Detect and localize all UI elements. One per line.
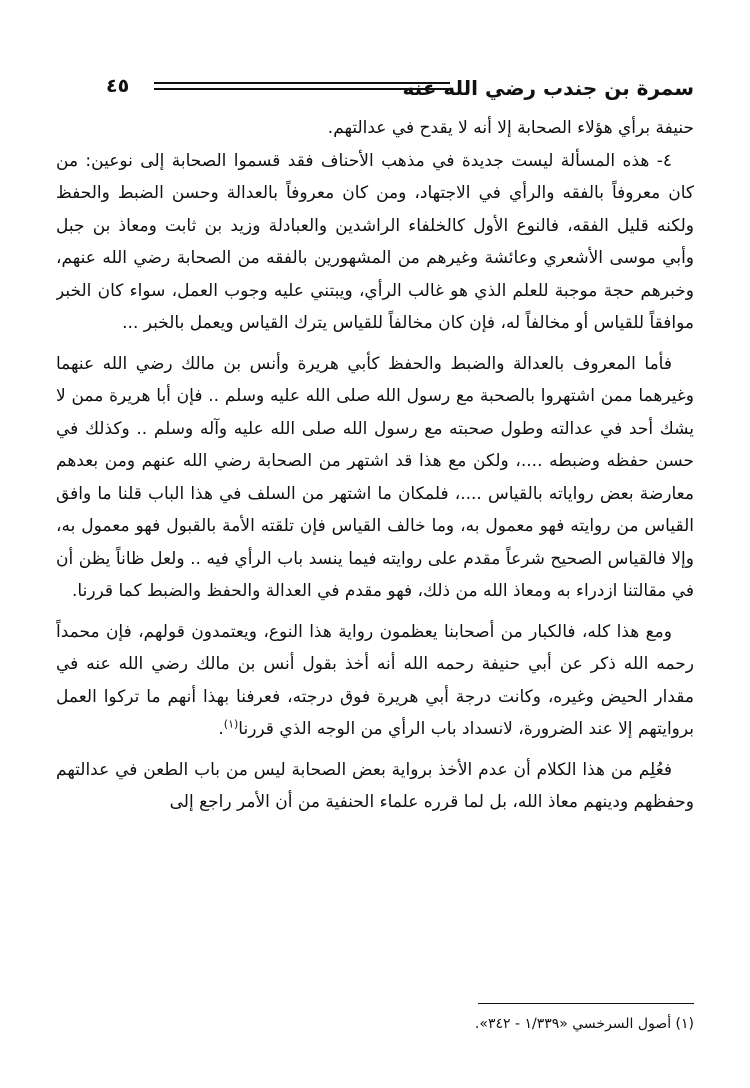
paragraph-2: ٤- هذه المسألة ليست جديدة في مذهب الأحناف فقد قسموا الصحابة إلى نوعين: من كان معروفاً بالفقه والرأي في الاجتهاد، ومن كان معروفاً بالعدالة وحسن الضبط والحفظ ولكنه قليل الفقه، فالنوع الأول كالخلفاء الراشدين والعبادلة وزيد بن ثابت ومعاذ بن جبل وأبي موسى الأشعري وعائشة وغيرهم من المشهورين بالفقه من الصحابة رضي الله عنهم، وخبرهم حجة موجبة للعلم الذي هو غالب الرأي، ويبتني عليه وجوب العمل، سواء كان الخبر موافقاً للقياس أو مخالفاً له، فإن كان مخالفاً للقياس يترك القياس ويعمل بالخبر ... [56, 150, 694, 333]
header-double-rule [154, 82, 450, 90]
footnote-reference: (١) [223, 717, 239, 731]
footnote-text: (١) أصول السرخسي «١/٣٣٩ - ٣٤٢». [474, 1016, 694, 1032]
paragraph-4-text: ومع هذا كله، فالكبار من أصحابنا يعظمون رواية هذا النوع، ويعتمدون قولهم، فإن محمداً رحمه الله ذكر عن أبي حنيفة رحمه الله أنه أخذ بقول أنس بن مالك رضي الله عنه في مقدار الحيض وغيره، وكانت درجة أبي هريرة فوق درجته، فعرفنا بهذا أنهم ما تركوا العمل بروايتهم إلا عند الضرورة، لانسداد باب الرأي من الوجه الذي قررنا [56, 621, 694, 739]
page-header [106, 72, 694, 106]
page-number: ٤٥ [106, 75, 130, 97]
paragraph-4 [56, 616, 694, 746]
paragraph-1: حنيفة برأي هؤلاء الصحابة إلا أنه لا يقدح في عدالتهم. [327, 118, 694, 138]
paragraph-4-end: . [218, 719, 224, 739]
running-title: سمرة بن جندب رضي الله عنه [402, 76, 694, 100]
paragraph-3: فأما المعروف بالعدالة والضبط والحفظ كأبي هريرة وأنس بن مالك رضي الله عنهما وغيرهما ممن اشتهروا بالصحبة مع رسول الله صلى الله عليه وسلم .. فإن أبا هريرة ممن لا يشك أحد في عدالته وطول صحبته مع رسول الله صلى الله عليه وآله وسلم .. وكذلك في حسن حفظه وضبطه ....، ولكن مع هذا قد اشتهر من الصحابة رضي الله عنهم ومن بعدهم معارضة بعض رواياته بالقياس ....، فلمكان ما اشتهر من السلف في هذا الباب قلنا ما وافق القياس من روايته فهو معمول به، وما خالف القياس فإن تلقته الأمة بالقبول فهو معمول به، وإلا فالقياس الصحيح شرعاً مقدم على روايته فيما ينسد باب الرأي فيه .. ولعل ظاناً يظن أن في مقالتنا ازدراء به ومعاذ الله من ذلك، فهو مقدم في العدالة والحفظ والضبط كما قررنا. [56, 353, 694, 601]
body-text [56, 112, 694, 972]
footnote-rule [478, 1003, 694, 1004]
paragraph-5: فعُلِم من هذا الكلام أن عدم الأخذ برواية بعض الصحابة ليس من باب الطعن في عدالتهم وحفظهم ودينهم معاذ الله، بل لما قرره علماء الحنفية من أن الأمر راجع إلى [56, 759, 694, 812]
